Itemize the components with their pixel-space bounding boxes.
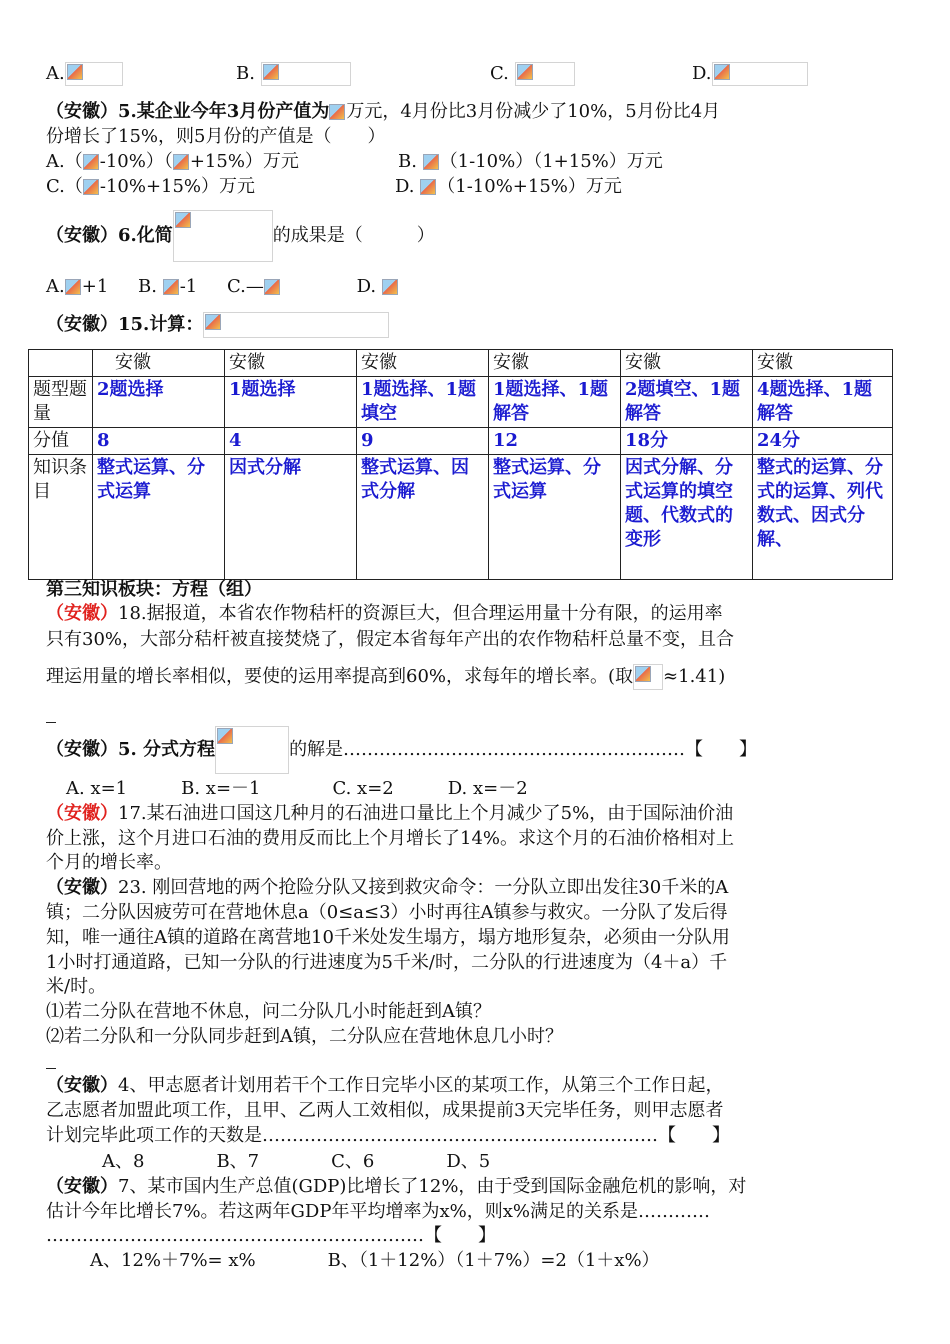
- option-b-label: B.: [236, 63, 255, 84]
- formula-image: [261, 62, 351, 86]
- table-cell: 4: [225, 428, 357, 455]
- table-row: [29, 455, 893, 580]
- table-row: [29, 428, 893, 455]
- broken-image-icon: [163, 279, 179, 295]
- table-cell: 1题选择、1题解答: [489, 377, 621, 428]
- broken-image-icon: [67, 64, 83, 80]
- table-header-cell: 安徽: [93, 350, 225, 377]
- option-a-label: A.: [46, 63, 65, 84]
- q23-line1: （安徽）23. 刚回营地的两个抢险分队又接到救灾命令：一分队立即出发往30千米的A: [46, 877, 729, 898]
- formula-image: [633, 664, 663, 690]
- table-cell: 9: [357, 428, 489, 455]
- q23-sub2: ⑵若二分队和一分队同步赶到A镇，二分队应在营地休息几小时？: [46, 1026, 563, 1047]
- exam-stats-table: [28, 349, 893, 580]
- broken-image-icon: [65, 279, 81, 295]
- q5a-option-c: C.（ -10%+15%）万元: [46, 176, 256, 197]
- formula-image: [264, 279, 281, 296]
- q4-line3: 计划完毕此项工作的天数是…………………………………………………………【 】: [46, 1125, 730, 1146]
- formula-image: [83, 179, 100, 196]
- q4-options: A、8 B、7 C、6 D、5: [102, 1151, 491, 1172]
- q23-line4: 1小时打通道路，已知一分队的行进速度为5千米/时，二分队的行进速度为（4＋a）千: [46, 952, 728, 973]
- formula-image: [515, 62, 575, 86]
- table-cell: 整式运算、分式运算: [489, 455, 621, 580]
- formula-image: [65, 279, 82, 296]
- table-cell: 整式运算、分式运算: [93, 455, 225, 580]
- q7-line3: ………………………………………………………【 】: [46, 1225, 496, 1246]
- q5a-option-d: D. （1-10%+15%）万元: [395, 176, 622, 197]
- q6-options: A. +1 B. -1 C.— D.: [46, 275, 399, 299]
- option-d-label: D.: [692, 63, 712, 84]
- q17-line3: 个月的增长率。: [46, 852, 172, 873]
- prev-question-option-b: [236, 62, 351, 86]
- table-cell: 2题选择: [93, 377, 225, 428]
- broken-image-icon: [517, 64, 533, 80]
- q23-line3: 知，唯一通往A镇的道路在离营地10千米处发生塌方，塌方地形复杂，必须由一分队用: [46, 927, 730, 948]
- q17-line1: （安徽）17.某石油进口国这几种月的石油进口量比上个月减少了5%，由于国际油价油: [46, 803, 734, 824]
- table-cell: 1题选择、1题填空: [357, 377, 489, 428]
- region-tag: （安徽）: [46, 603, 118, 624]
- formula-image: [215, 726, 289, 774]
- table-cell: 8: [93, 428, 225, 455]
- q18-line1: （安徽）18.据报道，本省农作物秸杆的资源巨大，但合理运用量十分有限，的运用率: [46, 603, 723, 624]
- prev-question-options: [46, 62, 123, 86]
- text-cursor-mark: [46, 722, 56, 723]
- broken-image-icon: [420, 179, 436, 195]
- q17-line2: 价上涨，这个月进口石油的费用反而比上个月增长了14%。求这个月的石油价格相对上: [46, 828, 735, 849]
- table-header-cell: 安徽: [357, 350, 489, 377]
- prev-question-option-d: [692, 62, 808, 86]
- formula-image: [173, 210, 273, 262]
- q18-line2: 只有30%，大部分秸杆被直接焚烧了，假定本省每年产出的农作物秸杆总量不变，且合: [46, 629, 735, 650]
- table-cell: 因式分解、分式运算的填空题、代数式的变形: [621, 455, 753, 580]
- formula-image: [420, 179, 437, 196]
- row-label: 分值: [29, 428, 93, 455]
- broken-image-icon: [263, 64, 279, 80]
- formula-image: [83, 154, 100, 171]
- formula-image: [712, 62, 808, 86]
- table-cell: 24分: [753, 428, 893, 455]
- q6-stem: （安徽）6.化简 的成果是（ ）: [46, 210, 435, 262]
- q7-options: A、12%＋7%= x% B、（1＋12%）（1＋7%）=2（1＋x%）: [90, 1250, 660, 1271]
- q23-line5: 米/时。: [46, 976, 107, 997]
- prev-question-option-c: [490, 62, 575, 86]
- q15-stem: （安徽）15.计算：: [46, 312, 389, 338]
- text-cursor-mark: [46, 1068, 56, 1069]
- region-tag: （安徽）: [46, 877, 118, 898]
- table-header-row: [29, 350, 893, 377]
- formula-image: [173, 154, 190, 171]
- q18-line3: 理运用量的增长率相似，要使的运用率提高到60%，求每年的增长率。(取 ≈1.41): [46, 664, 725, 690]
- q7-line1: （安徽）7、某市国内生产总值(GDP)比增长了12%，由于受到国际金融危机的影响，对: [46, 1176, 747, 1197]
- table-header-cell: [29, 350, 93, 377]
- section-title: 第三知识板块：方程（组）: [46, 579, 262, 600]
- q5a-line1: （安徽）5.某企业今年3月份产值为 万元，4月份比3月份减少了10%，5月份比4月: [46, 101, 721, 122]
- broken-image-icon: [175, 212, 191, 228]
- q5b-options: A. x=1 B. x=－1 C. x=2 D. x=－2: [66, 778, 528, 799]
- table-cell: 12: [489, 428, 621, 455]
- q5b-stem: （安徽）5. 分式方程 的解是…………………………………………………【 】: [46, 726, 757, 774]
- row-label: 题型题量: [29, 377, 93, 428]
- broken-image-icon: [382, 279, 398, 295]
- q4-line1: （安徽）4、甲志愿者计划用若干个工作日完毕小区的某项工作，从第三个工作日起，: [46, 1075, 724, 1096]
- table-cell: 1题选择: [225, 377, 357, 428]
- q7-line2: 估计今年比增长7%。若这两年GDP年平均增率为x%，则x%满足的关系是…………: [46, 1201, 710, 1222]
- formula-image: [423, 154, 440, 171]
- table-cell: 因式分解: [225, 455, 357, 580]
- q4-line2: 乙志愿者加盟此项工作，且甲、乙两人工效相似，成果提前3天完毕任务，则甲志愿者: [46, 1100, 724, 1121]
- table-header-cell: 安徽: [621, 350, 753, 377]
- option-c-label: C.: [490, 63, 509, 84]
- table-cell: 整式运算、因式分解: [357, 455, 489, 580]
- formula-image: [163, 279, 180, 296]
- formula-image: [329, 104, 346, 121]
- broken-image-icon: [423, 154, 439, 170]
- broken-image-icon: [205, 314, 221, 330]
- q5a-option-a: A.（ -10%）（ +15%）万元: [46, 151, 299, 172]
- formula-image: [382, 279, 399, 296]
- q23-line2: 镇；二分队因疲劳可在营地休息a（0≤a≤3）小时再往A镇参与救灾。一分队了发后得: [46, 902, 728, 923]
- row-label: 知识条目: [29, 455, 93, 580]
- broken-image-icon: [173, 154, 189, 170]
- region-tag: （安徽）: [46, 803, 118, 824]
- broken-image-icon: [217, 728, 233, 744]
- broken-image-icon: [83, 179, 99, 195]
- region-tag: （安徽）: [46, 1176, 118, 1197]
- table-header-cell: 安徽: [489, 350, 621, 377]
- broken-image-icon: [635, 666, 651, 682]
- broken-image-icon: [264, 279, 280, 295]
- formula-image: [65, 62, 123, 86]
- q5a-line2: 份增长了15%，则5月份的产值是（ ）: [46, 126, 386, 147]
- table-cell: 18分: [621, 428, 753, 455]
- table-header-cell: 安徽: [753, 350, 893, 377]
- table-cell: 2题填空、1题解答: [621, 377, 753, 428]
- table-cell: 4题选择、1题解答: [753, 377, 893, 428]
- table-cell: 整式的运算、分式的运算、列代数式、因式分解、: [753, 455, 893, 580]
- broken-image-icon: [83, 154, 99, 170]
- formula-image: [203, 312, 389, 338]
- q23-sub1: ⑴若二分队在营地不休息，问二分队几小时能赶到A镇？: [46, 1001, 491, 1022]
- broken-image-icon: [329, 104, 345, 120]
- table-header-cell: 安徽: [225, 350, 357, 377]
- q5a-option-b: B. （1-10%）（1+15%）万元: [398, 151, 663, 172]
- table-row: [29, 377, 893, 428]
- region-tag: （安徽）: [46, 1075, 118, 1096]
- broken-image-icon: [714, 64, 730, 80]
